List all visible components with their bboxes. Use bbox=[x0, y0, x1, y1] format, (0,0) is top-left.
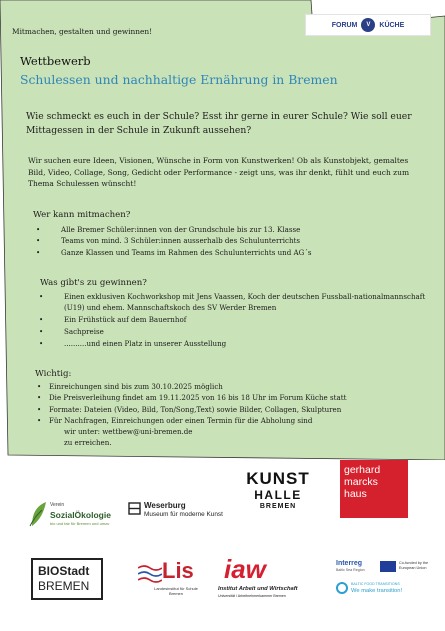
weserburg-logo-sub: Museum für moderne Kunst bbox=[144, 511, 223, 518]
sozialoekologie-logo-sub: bio und fair für Bremen und umzu bbox=[50, 521, 110, 526]
biostadt-logo-line2: BREMEN bbox=[38, 579, 90, 593]
list-item: • Teams von mind. 3 Schüler:innen ausserhalb des Schulunterrichts bbox=[34, 235, 424, 246]
transition-circle-icon bbox=[336, 582, 348, 594]
weserburg-mark-icon bbox=[128, 502, 141, 515]
iaw-logo-sub2: Universität / Arbeitnehmerkammer Bremen bbox=[218, 594, 286, 598]
participants-heading: Wer kann mitmachen? bbox=[33, 210, 131, 220]
list-item: • Die Preisverleihung findet am 19.11.2025 von 16 bis 18 Uhr im Forum Küche statt bbox=[36, 392, 431, 403]
kunsthalle-logo-line2: HALLE bbox=[254, 488, 302, 502]
interreg-logo-name: Interreg bbox=[336, 560, 363, 567]
eu-flag-icon bbox=[380, 561, 396, 572]
list-item: • Alle Bremer Schüler:innen von der Grundschule bis zur 13. Klasse bbox=[34, 224, 424, 235]
important-heading: Wichtig: bbox=[35, 369, 72, 379]
prizes-list bbox=[37, 291, 427, 350]
forum-logo-left: FORUM bbox=[331, 21, 358, 29]
list-item: • Formate: Dateien (Video, Bild, Ton/Song,Text) sowie Bilder, Collagen, Skulpturen bbox=[36, 404, 431, 415]
contact-email-line: wir unter: wettbew@uni-bremen.de bbox=[64, 427, 193, 437]
gmh-logo-line3: haus bbox=[344, 488, 367, 500]
prizes-heading: Was gibt's zu gewinnen? bbox=[40, 278, 147, 288]
page-subtitle: Schulessen und nachhaltige Ernährung in Bremen bbox=[20, 72, 338, 87]
wave-lines-icon bbox=[138, 564, 162, 586]
intro-paragraph: Wir suchen eure Ideen, Visionen, Wünsche in Form von Kunstwerken! Ob als Kunstobjekt, gemaltes Bild, Video, Collage, Song, Gedicht oder Performance - zeigt uns, was ihr denkt, fühlt und euch zum Thema Schulessen wünscht! bbox=[28, 156, 410, 189]
kunsthalle-logo-line3: BREMEN bbox=[259, 503, 297, 510]
list-item-continuation: zu erreichen. bbox=[64, 438, 112, 448]
gerhard-marcks-haus-logo bbox=[340, 460, 408, 518]
lis-logo-name: Lis bbox=[162, 558, 194, 583]
lis-logo bbox=[138, 558, 206, 608]
forum-logo-mark-icon: V bbox=[361, 18, 375, 32]
sozialoekologie-logo-pre: Verein bbox=[50, 502, 65, 508]
weserburg-logo-name: Weserburg bbox=[144, 501, 186, 510]
list-item: • Ein Frühstück auf dem Bauernhof bbox=[37, 314, 427, 325]
project-motto: We make transition! bbox=[351, 588, 403, 594]
list-item: • Ganze Klassen und Teams im Rahmen des Schulunterrichts und AG´s bbox=[34, 247, 424, 258]
sozialoekologie-logo-name: SozialÖkologie bbox=[50, 510, 111, 520]
kunsthalle-logo-line1: KUNST bbox=[246, 469, 310, 488]
sozialoekologie-logo bbox=[28, 500, 118, 530]
gmh-logo-line2: marcks bbox=[344, 476, 378, 488]
participants-list bbox=[34, 224, 424, 258]
list-item: • Einen exklusiven Kochworkshop mit Jens Vaassen, Koch der deutschen Fussball-nationalmannschaft (U19) und ehem. Mannschaftskoch des SV Werder Bremen bbox=[37, 291, 427, 314]
interreg-logo bbox=[336, 560, 436, 610]
biostadt-logo-line1: BIOStadt bbox=[38, 564, 90, 578]
list-item: • Sachpreise bbox=[37, 326, 427, 337]
kicker-text: Mitmachen, gestalten und gewinnen! bbox=[12, 27, 153, 36]
important-list bbox=[36, 381, 431, 449]
gmh-logo-line1: gerhard bbox=[344, 464, 381, 476]
eu-cofunded-text: Co-funded by the European Union bbox=[399, 561, 429, 570]
list-item: • ..........und einen Platz in unserer Ausstellung bbox=[37, 338, 427, 349]
leaf-icon bbox=[28, 500, 48, 528]
forum-kueche-logo bbox=[305, 14, 431, 36]
project-name: BALTIC FOOD TRANSITIONS bbox=[351, 582, 400, 586]
weserburg-logo bbox=[128, 500, 238, 522]
iaw-logo bbox=[218, 556, 318, 606]
page-title: Wettbewerb bbox=[20, 54, 91, 68]
kunsthalle-bremen-logo bbox=[238, 470, 318, 512]
iaw-logo-name: iaw bbox=[224, 554, 266, 584]
list-item: • Für Nachfragen, Einreichungen oder einen Termin für die Abholung sind bbox=[36, 415, 431, 426]
list-item: • Einreichungen sind bis zum 30.10.2025 möglich bbox=[36, 381, 431, 392]
interreg-logo-region: Baltic Sea Region bbox=[336, 568, 365, 572]
lis-logo-sub: Landesinstitut für Schule Bremen bbox=[154, 586, 198, 596]
iaw-logo-sub1: Institut Arbeit und Wirtschaft bbox=[218, 586, 298, 592]
forum-logo-right: KÜCHE bbox=[379, 21, 405, 29]
lead-question: Wie schmeckt es euch in der Schule? Esst ihr gerne in eurer Schule? Wie soll euer Mittagessen in der Schule in Zukunft aussehen? bbox=[26, 111, 412, 136]
biostadt-bremen-logo bbox=[31, 558, 103, 600]
